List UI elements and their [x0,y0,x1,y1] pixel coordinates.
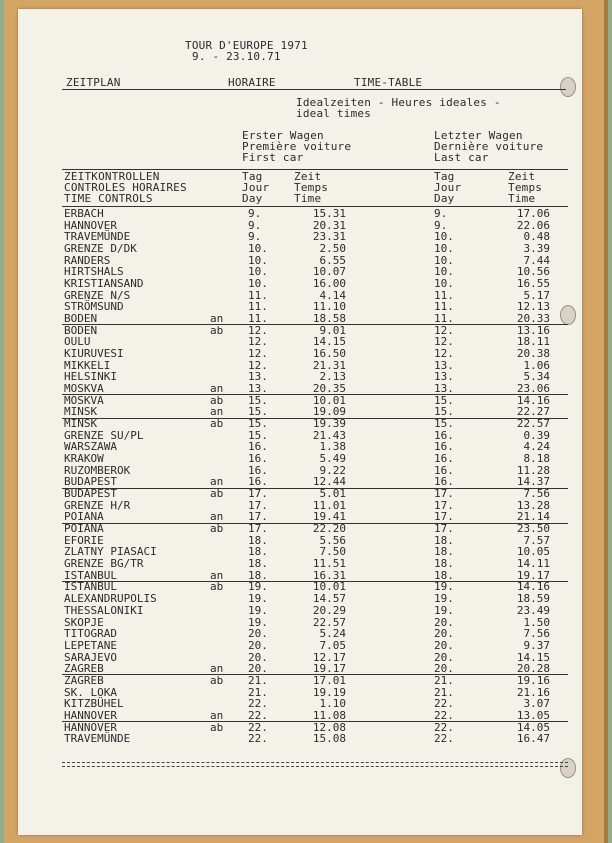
control-place: ALEXANDRUPOLIS [64,592,157,606]
col-day1-fr: Jour [242,181,270,194]
table-row [18,675,582,687]
last-car-day: 17. [434,487,454,501]
control-place: SKOPJE [64,615,104,629]
col-day2-de: Tag [434,170,455,183]
last-car-time: 23.50 [516,522,550,536]
control-place: RANDERS [64,253,111,267]
first-car-time: 1.38 [319,440,346,454]
first-car-time: 12.17 [312,650,346,664]
first-car-time: 23.31 [312,230,346,244]
last-car-day: 21. [434,685,454,699]
last-car-day: 22. [434,708,454,722]
last-car-time: 10.05 [516,545,550,559]
last-car-day: 20. [434,662,454,676]
control-place: HIRTSHALS [64,265,124,279]
table-row [18,395,582,407]
first-car-day: 20. [248,662,268,676]
last-car-time: 14.16 [516,393,550,407]
control-place: ZAGREB [64,673,104,687]
first-car-time: 5.49 [319,452,346,466]
last-car-time: 11.28 [516,463,550,477]
last-car-time: 22.27 [516,405,550,419]
last-car-time: 23.06 [516,382,550,396]
last-car-time: 16.55 [516,277,550,290]
last-car-day: 15. [434,417,454,431]
first-car-time: 17.01 [312,673,346,687]
first-car-day: 17. [248,498,268,512]
first-car-time: 2.13 [319,370,346,384]
control-place: MOSKVA [64,393,104,407]
first-car-time: 22.20 [312,522,346,536]
control-place: MINSK [64,417,98,431]
control-place: ERBACH [64,207,104,220]
control-place: GRENZE D/DK [64,242,137,255]
first-car-time: 19.17 [312,662,346,676]
last-car-day: 16. [434,463,454,477]
last-car-time: 19.17 [516,568,550,582]
control-place: GRENZE SU/PL [64,428,144,442]
last-car-time: 1.50 [523,615,550,629]
table-row [18,605,582,617]
first-car-day: 11. [248,288,268,302]
last-car-day: 10. [434,265,454,279]
last-car-time: 4.24 [523,440,550,454]
col-time1-en: Time [294,192,322,205]
last-car-time: 8.18 [523,452,550,466]
last-car-day: 16. [434,475,454,489]
last-car-time: 0.39 [523,428,550,442]
first-car-day: 11. [248,312,268,325]
arrival-departure-mark: ab [210,522,224,536]
table-row [18,640,582,652]
last-car-time: 16.47 [516,732,550,746]
control-place: BODEN [64,312,98,325]
col-time1-fr: Temps [294,181,329,194]
first-car-time: 7.50 [319,545,346,559]
table-row [18,733,582,745]
last-car-day: 17. [434,522,454,536]
last-car-time: 21.14 [516,510,550,524]
first-car-time: 9.22 [319,463,346,477]
last-car-time: 20.38 [516,347,550,360]
first-car-time: 19.19 [312,685,346,699]
last-car-day: 10. [434,230,454,244]
last-car-day: 10. [434,242,454,255]
last-car-day: 11. [434,312,454,325]
arrival-departure-mark: ab [210,417,224,431]
last-car-day: 12. [434,323,454,337]
first-car-day: 10. [248,265,268,279]
time-controls-en: TIME CONTROLS [64,192,153,205]
col-day2-en: Day [434,192,455,205]
first-car-day: 19. [248,603,268,617]
first-car-day: 18. [248,545,268,559]
last-car-day: 19. [434,580,454,594]
last-car-time: 18.59 [516,592,550,606]
control-place: HANNOVER [64,720,117,734]
table-row [18,325,582,337]
first-car-time: 5.24 [319,627,346,641]
first-car-day: 18. [248,557,268,571]
last-car-de: Letzter Wagen [434,129,523,142]
first-car-day: 9. [248,230,262,244]
punch-hole-top [560,77,576,97]
last-car-time: 10.56 [516,265,550,279]
first-car-time: 20.35 [312,382,346,396]
control-place: ZAGREB [64,662,104,676]
first-car-day: 22. [248,720,268,734]
last-car-day: 12. [434,335,454,349]
first-car-day: 13. [248,382,268,396]
last-car-day: 9. [434,207,448,220]
control-place: RUZOMBEROK [64,463,131,477]
last-car-time: 7.44 [523,253,550,267]
last-car-time: 22.06 [516,218,550,232]
last-car-day: 10. [434,253,454,267]
arrival-departure-mark: ab [210,487,224,501]
last-car-time: 19.16 [516,673,550,687]
last-car-day: 15. [434,393,454,407]
control-place: KRAKOW [64,452,104,466]
control-place: MINSK [64,405,98,419]
control-place: SK. LOKA [64,685,117,699]
last-car-en: Last car [434,151,489,164]
first-car-time: 16.00 [312,277,346,290]
arrival-departure-mark: ab [210,580,224,594]
first-car-day: 16. [248,452,268,466]
first-car-day: 19. [248,615,268,629]
first-car-day: 9. [248,218,262,232]
last-car-time: 14.16 [516,580,550,594]
first-car-day: 9. [248,207,262,220]
first-car-day: 15. [248,417,268,431]
first-car-time: 12.44 [312,475,346,489]
first-car-en: First car [242,151,304,164]
first-car-day: 19. [248,592,268,606]
arrival-departure-mark: ab [210,393,224,407]
first-car-day: 21. [248,685,268,699]
control-place: KIURUVESI [64,347,124,360]
last-car-time: 9.37 [523,638,550,652]
last-car-day: 19. [434,603,454,617]
last-car-day: 10. [434,277,454,290]
control-place: EFORIE [64,533,104,547]
col-time2-de: Zeit [508,170,536,183]
first-car-de: Erster Wagen [242,129,324,142]
first-car-time: 21.43 [312,428,346,442]
first-car-time: 16.31 [312,568,346,582]
last-car-time: 14.15 [516,650,550,664]
first-car-day: 15. [248,393,268,407]
table-row [18,406,582,418]
col-day1-de: Tag [242,170,263,183]
first-car-day: 16. [248,463,268,477]
control-place: BODEN [64,323,98,337]
first-car-time: 14.57 [312,592,346,606]
last-car-day: 16. [434,440,454,454]
first-car-time: 18.58 [312,312,346,325]
first-car-time: 10.07 [312,265,346,279]
control-place: HANNOVER [64,708,117,722]
control-place: GRENZE BG/TR [64,557,144,571]
last-car-day: 15. [434,405,454,419]
col-time1-de: Zeit [294,170,322,183]
last-car-day: 17. [434,498,454,512]
first-car-day: 20. [248,638,268,652]
last-car-time: 3.07 [523,697,550,711]
first-car-day: 15. [248,428,268,442]
header-rule [62,89,566,90]
col-time2-en: Time [508,192,536,205]
first-car-time: 11.01 [312,498,346,512]
arrival-departure-mark: an [210,405,224,419]
last-car-time: 5.34 [523,370,550,384]
last-car-time: 20.28 [516,662,550,676]
time-controls-de: ZEITKONTROLLEN [64,170,160,183]
last-car-day: 18. [434,557,454,571]
first-car-day: 16. [248,475,268,489]
arrival-departure-mark: an [210,475,224,489]
control-place: ISTANBUL [64,568,117,582]
first-car-time: 7.05 [319,638,346,652]
table-bottom-double-rule [62,762,568,767]
first-car-day: 22. [248,708,268,722]
first-car-day: 21. [248,673,268,687]
last-car-time: 14.11 [516,557,550,571]
arrival-departure-mark: an [210,568,224,582]
first-car-time: 2.50 [319,242,346,255]
first-car-day: 12. [248,347,268,360]
header-zeitplan: ZEITPLAN [66,76,121,89]
table-row [18,710,582,722]
first-car-time: 12.08 [312,720,346,734]
first-car-time: 10.01 [312,580,346,594]
header-horaire: HORAIRE [228,76,276,89]
last-car-time: 22.57 [516,417,550,431]
document-title: TOUR D'EUROPE 1971 [185,39,308,52]
first-car-day: 10. [248,253,268,267]
control-place: WARSZAWA [64,440,117,454]
first-car-day: 12. [248,335,268,349]
last-car-day: 21. [434,673,454,687]
last-car-day: 13. [434,370,454,384]
first-car-time: 22.57 [312,615,346,629]
control-place: BUDAPEST [64,475,117,489]
last-car-time: 18.11 [516,335,550,349]
last-car-time: 0.48 [523,230,550,244]
time-controls-fr: CONTROLES HORAIRES [64,181,187,194]
control-place: TRAVEMÜNDE [64,230,131,244]
last-car-day: 13. [434,382,454,396]
last-car-time: 14.05 [516,720,550,734]
first-car-day: 17. [248,522,268,536]
control-place: SARAJEVO [64,650,117,664]
last-car-time: 14.37 [516,475,550,489]
col-day1-en: Day [242,192,263,205]
last-car-time: 13.28 [516,498,550,512]
first-car-time: 19.41 [312,510,346,524]
folder-frame [4,0,608,843]
first-car-time: 15.08 [312,732,346,746]
first-car-time: 11.51 [312,557,346,571]
table-row [18,301,582,313]
col-day2-fr: Jour [434,181,462,194]
last-car-day: 20. [434,627,454,641]
control-place: LEPETANE [64,638,117,652]
last-car-day: 20. [434,615,454,629]
control-place: MIKKELI [64,358,111,372]
last-car-day: 18. [434,568,454,582]
last-car-day: 9. [434,218,448,232]
last-car-day: 17. [434,510,454,524]
last-car-time: 21.16 [516,685,550,699]
last-car-day: 18. [434,545,454,559]
date-range: 9. - 23.10.71 [192,50,281,63]
first-car-day: 12. [248,323,268,337]
last-car-day: 13. [434,358,454,372]
last-car-time: 1.06 [523,358,550,372]
control-place: OULU [64,335,91,349]
first-car-time: 5.56 [319,533,346,547]
arrival-departure-mark: an [210,312,224,325]
control-place: HANNOVER [64,218,117,232]
last-car-time: 23.49 [516,603,550,617]
first-car-day: 17. [248,487,268,501]
first-car-day: 20. [248,650,268,664]
control-place: POIANA [64,522,104,536]
first-car-day: 18. [248,533,268,547]
control-place: THESSALONIKI [64,603,144,617]
first-car-time: 6.55 [319,253,346,267]
control-place: HELSINKI [64,370,117,384]
first-car-day: 22. [248,732,268,746]
first-car-day: 11. [248,300,268,314]
first-car-time: 4.14 [319,288,346,302]
first-car-day: 18. [248,568,268,582]
first-car-time: 16.50 [312,347,346,360]
first-car-day: 12. [248,358,268,372]
last-car-day: 12. [434,347,454,360]
arrival-departure-mark: ab [210,323,224,337]
first-car-time: 19.09 [312,405,346,419]
control-place: GRENZE N/S [64,288,131,302]
first-car-fr: Première voiture [242,140,352,153]
first-car-time: 19.39 [312,417,346,431]
control-place: BUDAPEST [64,487,117,501]
first-car-time: 20.29 [312,603,346,617]
last-car-time: 13.16 [516,323,550,337]
first-car-day: 10. [248,277,268,290]
first-car-time: 20.31 [312,218,346,232]
first-car-time: 15.31 [312,207,346,220]
first-car-day: 13. [248,370,268,384]
arrival-departure-mark: an [210,708,224,722]
control-place: TRAVEMÜNDE [64,732,131,746]
last-car-fr: Dernière voiture [434,140,544,153]
first-car-time: 9.01 [319,323,346,337]
last-car-day: 16. [434,452,454,466]
first-car-time: 14.15 [312,335,346,349]
last-car-day: 22. [434,720,454,734]
first-car-time: 11.08 [312,708,346,722]
control-place: GRENZE H/R [64,498,131,512]
punch-hole-bottom [560,758,576,778]
first-car-day: 16. [248,440,268,454]
last-car-time: 3.39 [523,242,550,255]
col-time2-fr: Temps [508,181,543,194]
control-place: STRÖMSUND [64,300,124,314]
last-car-day: 16. [434,428,454,442]
last-car-day: 18. [434,533,454,547]
last-car-day: 11. [434,300,454,314]
arrival-departure-mark: an [210,662,224,676]
last-car-time: 17.06 [516,207,550,220]
last-car-day: 11. [434,288,454,302]
first-car-day: 17. [248,510,268,524]
first-car-time: 5.01 [319,487,346,501]
last-car-day: 20. [434,650,454,664]
timetable-sheet [18,9,582,835]
first-car-time: 1.10 [319,697,346,711]
last-car-time: 12.13 [516,300,550,314]
arrival-departure-mark: ab [210,720,224,734]
first-car-time: 21.31 [312,358,346,372]
last-car-time: 20.33 [516,312,550,325]
first-car-day: 10. [248,242,268,255]
header-time-table: TIME-TABLE [354,76,423,89]
ideal-times-line2: ideal times [296,107,372,120]
first-car-time: 11.10 [312,300,346,314]
arrival-departure-mark: ab [210,673,224,687]
control-place: ISTANBUL [64,580,117,594]
first-car-day: 20. [248,627,268,641]
first-car-day: 15. [248,405,268,419]
last-car-day: 22. [434,697,454,711]
control-place: TITOGRAD [64,627,117,641]
control-place: POIANA [64,510,104,524]
first-car-day: 22. [248,697,268,711]
control-place: KITZBÜHEL [64,697,124,711]
last-car-day: 19. [434,592,454,606]
arrival-departure-mark: an [210,382,224,396]
ideal-times-line1: Idealzeiten - Heures ideales - [296,96,501,109]
control-place: KRISTIANSAND [64,277,144,290]
first-car-time: 10.01 [312,393,346,407]
last-car-time: 7.56 [523,627,550,641]
control-place: MOSKVA [64,382,104,396]
table-row [18,313,582,325]
last-car-time: 13.05 [516,708,550,722]
last-car-day: 20. [434,638,454,652]
last-car-time: 5.17 [523,288,550,302]
first-car-day: 19. [248,580,268,594]
last-car-time: 7.57 [523,533,550,547]
last-car-time: 7.56 [523,487,550,501]
last-car-day: 22. [434,732,454,746]
control-place: ZLATNY PIASACI [64,545,157,559]
arrival-departure-mark: an [210,510,224,524]
